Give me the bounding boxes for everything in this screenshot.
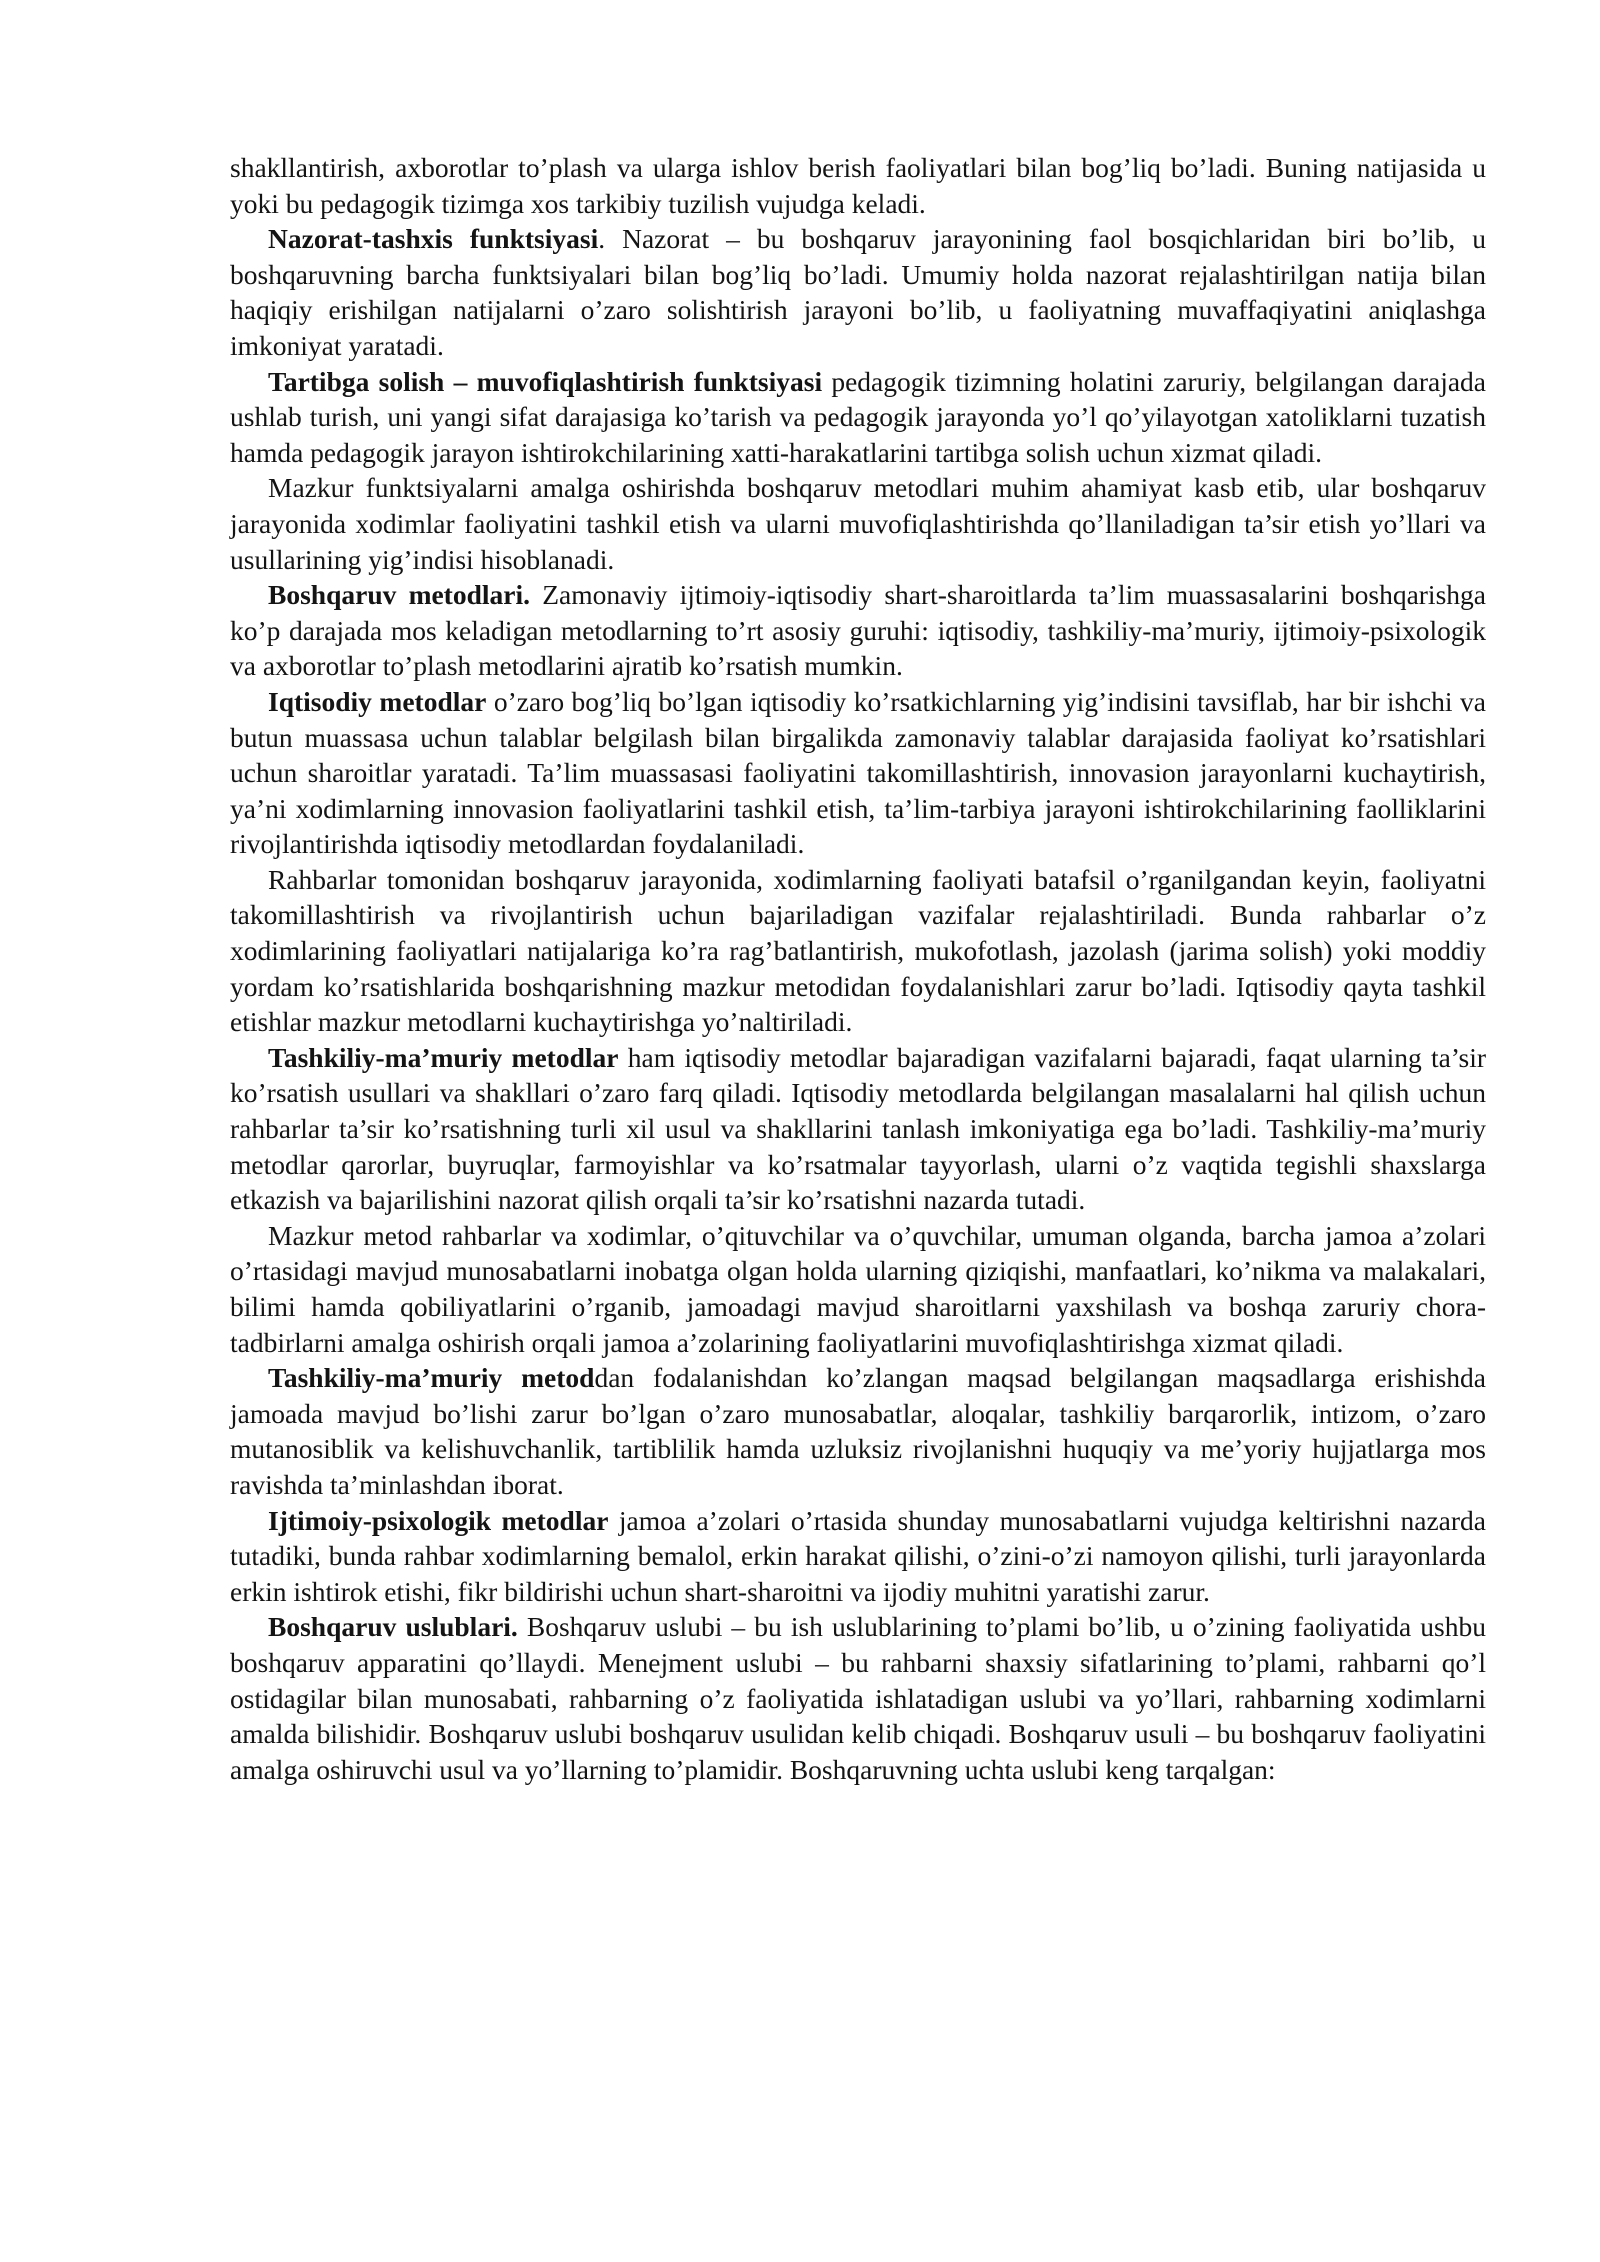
paragraph-tashkiliy-mamuriy-metod xyxy=(230,1360,1486,1502)
paragraph-lead: Tashkiliy-ma’muriy metod xyxy=(268,1362,595,1394)
paragraph-iqtisodiy-metodlar xyxy=(230,684,1486,862)
paragraph-lead: Tartibga solish – muvofiqlashtirish funktsiyasi xyxy=(268,365,823,397)
paragraph-text: Mazkur funktsiyalarni amalga oshirishda boshqaruv metodlari muhim ahamiyat kasb etib, ular boshqaruv jarayonida xodimlar faoliyatini tashkil etish va ularni muvofiqlashtirishda qo’llaniladigan ta’sir etish yo’llari va usullarining yig’indisi hisoblanadi. xyxy=(230,472,1486,575)
paragraph-text: ham iqtisodiy metodlar bajaradigan vazifalarni bajaradi, faqat ularning ta’sir ko’rsatish usullari va shakllari o’zaro farq qiladi. Iqtisodiy metodlarda belgilangan masalalarni hal qilish uchun rahbarlar ta’sir ko’rsatishning turli xil usul va shakllarini tanlash imkoniyatiga ega bo’ladi. Tashkiliy-ma’muriy metodlar qarorlar, buyruqlar, farmoyishlar va ko’rsatmalar tayyorlash, ularni o’z vaqtida tegishli shaxslarga etkazish va bajarilishini nazorat qilish orqali ta’sir ko’rsatishni nazarda tutadi. xyxy=(230,1041,1486,1216)
paragraph-rahbarlar xyxy=(230,862,1486,1040)
paragraph-lead: Nazorat-tashxis funktsiyasi xyxy=(268,223,599,255)
paragraph-lead: Ijtimoiy-psixologik metodlar xyxy=(268,1504,609,1536)
paragraph-mazkur-metod xyxy=(230,1218,1486,1360)
paragraph-boshqaruv-uslublari xyxy=(230,1609,1486,1787)
paragraph-text: jamoa a’zolari o’rtasida shunday munosabatlarni vujudga keltirishni nazarda tutadiki, bunda rahbar xodimlarning bemalol, erkin harakat qilishi, o’zini-o’zi namoyon qilishi, turli jarayonlarda erkin ishtirok etishi, fikr bildirishi uchun shart-sharoitni va ijodiy muhitni yaratishi zarur. xyxy=(230,1504,1486,1607)
paragraph-nazorat-tashxis xyxy=(230,221,1486,363)
paragraph-tartibga-solish xyxy=(230,364,1486,471)
paragraph-lead: Boshqaruv metodlari. xyxy=(268,579,530,611)
paragraph-continuation xyxy=(230,150,1486,221)
paragraph-text: Mazkur metod rahbarlar va xodimlar, o’qituvchilar va o’quvchilar, umuman olganda, barcha jamoa a’zolari o’rtasidagi mavjud munosabatlarni inobatga olgan holda ularning qiziqishi, manfaatlari, ko’nikma va malakalari, bilimi hamda qobiliyatlarini o’rganib, jamoadagi mavjud sharoitlarni yaxshilash va boshqa zaruriy chora-tadbirlarni amalga oshirish orqali jamoa a’zolarining faoliyatlarini muvofiqlashtirishga xizmat qiladi. xyxy=(230,1219,1486,1358)
paragraph-text: dan fodalanishdan ko’zlangan maqsad belgilangan maqsadlarga erishishda jamoada mavjud bo’lishi zarur bo’lgan o’zaro munosabatlar, aloqalar, tashkiliy barqarorlik, intizom, o’zaro mutanosiblik va kelishuvchanlik, tartiblilik hamda uzluksiz rivojlanishni huquqiy va me’yoriy hujjatlarga mos ravishda ta’minlashdan iborat. xyxy=(230,1362,1486,1500)
paragraph-lead: Boshqaruv uslublari. xyxy=(268,1611,518,1643)
paragraph-text: Rahbarlar tomonidan boshqaruv jarayonida, xodimlarning faoliyati batafsil o’rganilgandan keyin, faoliyatni takomillashtirish va rivojlantirish uchun bajariladigan vazifalar rejalashtiriladi. Bunda rahbarlar o’z xodimlarining faoliyatlari natijalariga ko’ra rag’batlantirish, mukofotlash, jazolash (jarima solish) yoki moddiy yordam ko’rsatishlarida boshqarishning mazkur metodidan foydalanishlari zarur bo’ladi. Iqtisodiy qayta tashkil etishlar mazkur metodlarni kuchaytirishga yo’naltiriladi. xyxy=(230,863,1486,1038)
paragraph-text: Boshqaruv uslubi – bu ish uslublarining to’plami bo’lib, u o’zining faoliyatida ushbu boshqaruv apparatini qo’llaydi. Menejment uslubi – bu rahbarni shaxsiy sifatlarining to’plami, rahbarni qo’l ostidagilar bilan munosabati, rahbarning o’z faoliyatida ishlatadigan uslubi va yo’llari, rahbarning xodimlarni amalda bilishidir. Boshqaruv uslubi boshqaruv usulidan kelib chiqadi. Boshqaruv usuli – bu boshqaruv faoliyatini amalga oshiruvchi usul va yo’llarning to’plamidir. Boshqaruvning uchta uslubi keng tarqalgan: xyxy=(230,1611,1486,1785)
paragraph-ijtimoiy-psixologik xyxy=(230,1503,1486,1610)
paragraph-text: Zamonaviy ijtimoiy-iqtisodiy shart-sharoitlarda ta’lim muassasalarini boshqarishga ko’p darajada mos keladigan metodlarning to’rt asosiy guruhi: iqtisodiy, tashkiliy-ma’muriy, ijtimoiy-psixologik va axborotlar to’plash metodlarini ajratib ko’rsatish mumkin. xyxy=(230,579,1486,682)
paragraph-text: o’zaro bog’liq bo’lgan iqtisodiy ko’rsatkichlarning yig’indisini tavsiflab, har bir ishchi va butun muassasa uchun talablar belgilash bilan birgalikda zamonaviy talablar darajasida faoliyat ko’rsatishlari uchun sharoitlar yaratadi. Ta’lim muassasasi faoliyatini takomillashtirish, innovasion jarayonlarni kuchaytirish, ya’ni xodimlarning innovasion faoliyatlarini tashkil etish, ta’lim-tarbiya jarayoni ishtirokchilarining faolliklarini rivojlantirishda iqtisodiy metodlardan foydalaniladi. xyxy=(230,685,1486,860)
paragraph-text: . Nazorat – bu boshqaruv jarayonining faol bosqichlaridan biri bo’lib, u boshqaruvning barcha funktsiyalari bilan bog’liq bo’ladi. Umumiy holda nazorat rejalashtirilgan natija bilan haqiqiy erishilgan natijalarni o’zaro solishtirish jarayoni bo’lib, u faoliyatning muvaffaqiyatini aniqlashga imkoniyat yaratadi. xyxy=(230,223,1486,361)
paragraph-tashkiliy-mamuriy-metodlar xyxy=(230,1040,1486,1218)
paragraph-lead: Iqtisodiy metodlar xyxy=(268,685,487,717)
paragraph-lead: Tashkiliy-ma’muriy metodlar xyxy=(268,1041,619,1073)
paragraph-boshqaruv-metodlari xyxy=(230,577,1486,684)
paragraph-text: shakllantirish, axborotlar to’plash va ularga ishlov berish faoliyatlari bilan bog’liq bo’ladi. Buning natijasida u yoki bu pedagogik tizimga xos tarkibiy tuzilish vujudga keladi. xyxy=(230,152,1486,219)
paragraph-mazkur-funktsiyalar xyxy=(230,470,1486,577)
document-page xyxy=(230,150,1486,1787)
paragraph-text: pedagogik tizimning holatini zaruriy, belgilangan darajada ushlab turish, uni yangi sifat darajasiga ko’tarish va pedagogik jarayonda yo’l qo’yilayotgan xatoliklarni tuzatish hamda pedagogik jarayon ishtirokchilarining xatti-harakatlarini tartibga solish uchun xizmat qiladi. xyxy=(230,365,1486,468)
